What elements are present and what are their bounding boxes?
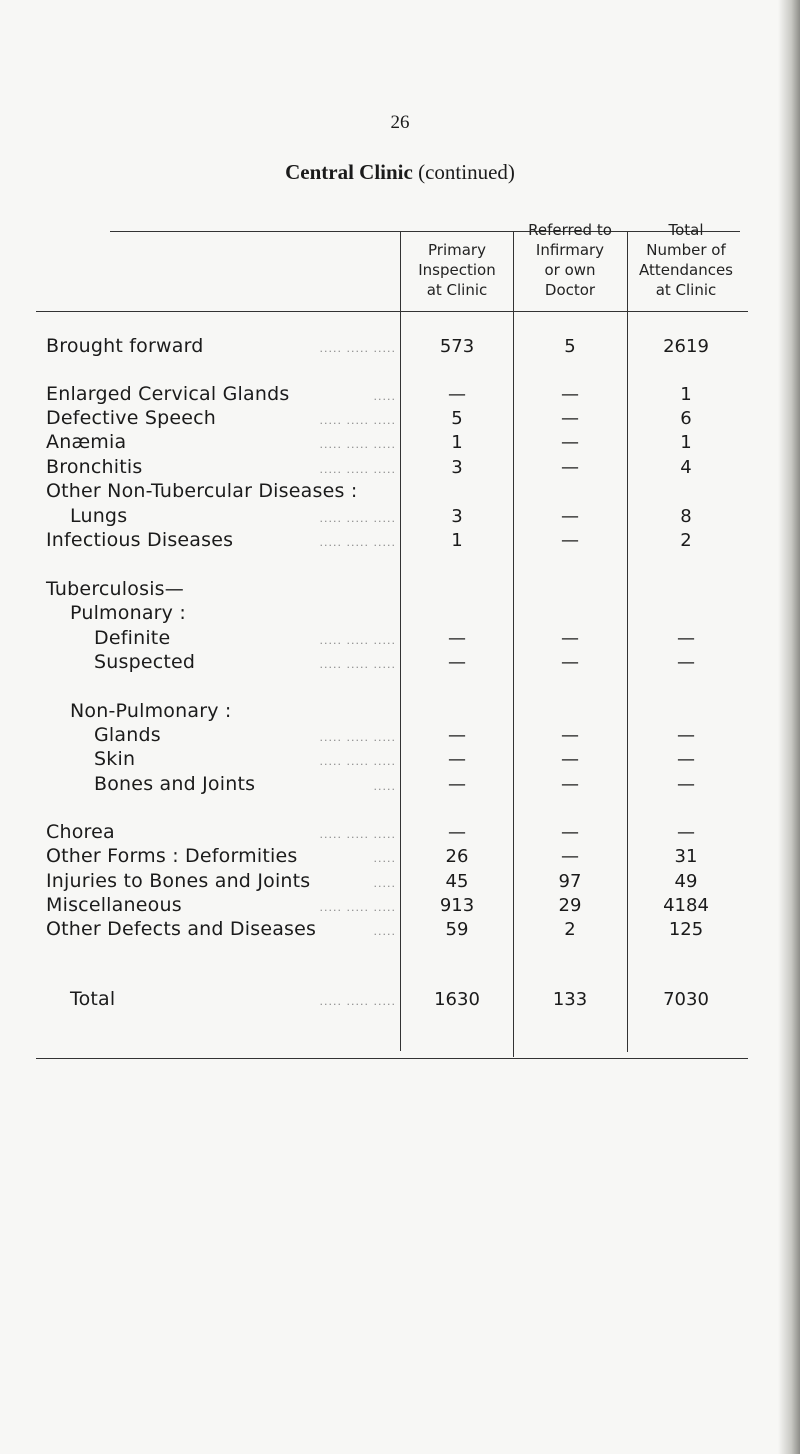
cell-text: — <box>677 628 695 649</box>
leader-dots: ..... ..... ..... <box>319 731 396 744</box>
cell-text: 7030 <box>663 989 709 1010</box>
title-qualifier: (continued) <box>418 160 515 184</box>
leader-dots: ..... <box>373 925 396 938</box>
row-value-col-3 <box>636 774 736 795</box>
row-value-col-1 <box>407 506 507 527</box>
row-value-col-1 <box>407 384 507 405</box>
leader-dots: ..... ..... ..... <box>319 414 396 427</box>
table-bottom-rule <box>36 1058 748 1059</box>
cell-text: — <box>448 628 466 649</box>
row-value-col-1 <box>407 432 507 453</box>
cell-text: — <box>561 774 579 795</box>
leader-dots: ..... ..... ..... <box>319 536 396 549</box>
leader-dots: ..... ..... ..... <box>319 901 396 914</box>
leader-dots: ..... ..... ..... <box>319 438 396 451</box>
row-value-col-1 <box>407 871 507 892</box>
row-label: Total <box>70 988 116 1010</box>
cell-text: 59 <box>445 919 469 940</box>
column-header-line: Doctor <box>544 281 596 299</box>
cell-text: 4 <box>680 457 692 478</box>
column-header-line: Attendances <box>638 261 733 279</box>
cell-text: — <box>561 530 579 551</box>
cell-text: 29 <box>558 895 582 916</box>
row-value-col-3 <box>636 846 736 867</box>
cell-text: — <box>561 457 579 478</box>
row-value-col-1 <box>407 408 507 429</box>
column-header-line: at Clinic <box>426 281 488 299</box>
row-value-col-2 <box>520 506 620 527</box>
cell-text: — <box>677 652 695 673</box>
column-header-line: Primary <box>428 241 486 259</box>
column-header-line: Total <box>668 221 704 239</box>
row-value-col-2 <box>520 895 620 916</box>
row-value-col-3 <box>636 384 736 405</box>
row-value-col-2 <box>520 846 620 867</box>
row-value-col-3 <box>636 871 736 892</box>
row-value-col-3 <box>636 652 736 673</box>
row-label: Miscellaneous <box>46 894 182 916</box>
row-value-col-2 <box>520 725 620 746</box>
cell-text: — <box>561 725 579 746</box>
row-value-col-2 <box>520 384 620 405</box>
row-value-col-1 <box>407 628 507 649</box>
row-label: Skin <box>94 748 136 770</box>
row-value-col-3 <box>636 895 736 916</box>
cell-text: — <box>561 822 579 843</box>
column-header-2 <box>510 220 630 300</box>
row-value-col-3 <box>636 725 736 746</box>
cell-text: — <box>561 846 579 867</box>
page-title <box>0 160 800 185</box>
row-value-col-1 <box>407 919 507 940</box>
row-value-col-3 <box>636 628 736 649</box>
header-bottom-rule <box>36 311 748 312</box>
cell-text: 573 <box>439 336 475 357</box>
cell-text: 1 <box>680 384 692 405</box>
cell-text: 913 <box>439 895 475 916</box>
column-header-3 <box>626 220 746 300</box>
row-value-col-2 <box>520 408 620 429</box>
column-header-line: at Clinic <box>655 281 717 299</box>
row-label: Other Non-Tubercular Diseases : <box>46 480 358 502</box>
column-header-line: Infirmary <box>535 241 605 259</box>
cell-text: — <box>561 749 579 770</box>
row-value-col-2 <box>520 919 620 940</box>
cell-text: — <box>561 506 579 527</box>
row-value-col-3 <box>636 432 736 453</box>
row-label: Non-Pulmonary : <box>70 700 232 722</box>
cell-text: 45 <box>445 871 469 892</box>
row-label: Anæmia <box>46 431 127 453</box>
leader-dots: ..... ..... ..... <box>319 463 396 476</box>
row-value-col-3 <box>636 506 736 527</box>
column-header-line: or own <box>544 261 596 279</box>
cell-text: — <box>561 408 579 429</box>
row-value-col-3 <box>636 989 736 1010</box>
row-value-col-3 <box>636 822 736 843</box>
leader-dots: ..... ..... ..... <box>319 658 396 671</box>
row-value-col-1 <box>407 725 507 746</box>
row-label: Suspected <box>94 651 196 673</box>
cell-text: 2 <box>564 919 576 940</box>
row-value-col-3 <box>636 749 736 770</box>
row-label: Bones and Joints <box>94 773 256 795</box>
cell-text: 125 <box>668 919 704 940</box>
leader-dots: ..... <box>373 390 396 403</box>
cell-text: — <box>561 432 579 453</box>
row-value-col-1 <box>407 989 507 1010</box>
row-label: Brought forward <box>46 335 204 357</box>
cell-text: — <box>448 749 466 770</box>
cell-text: 31 <box>674 846 698 867</box>
row-value-col-2 <box>520 652 620 673</box>
row-value-col-2 <box>520 989 620 1010</box>
cell-text: 49 <box>674 871 698 892</box>
row-label: Defective Speech <box>46 407 217 429</box>
cell-text: 3 <box>451 506 463 527</box>
row-label: Infectious Diseases <box>46 529 234 551</box>
row-label: Chorea <box>46 821 115 843</box>
row-value-col-3 <box>636 336 736 357</box>
cell-text: — <box>677 822 695 843</box>
row-value-col-2 <box>520 628 620 649</box>
row-label: Glands <box>94 724 161 746</box>
row-value-col-1 <box>407 846 507 867</box>
leader-dots: ..... ..... ..... <box>319 634 396 647</box>
row-value-col-3 <box>636 457 736 478</box>
cell-text: 1 <box>451 530 463 551</box>
row-value-col-2 <box>520 336 620 357</box>
leader-dots: ..... ..... ..... <box>319 342 396 355</box>
row-value-col-1 <box>407 749 507 770</box>
row-value-col-3 <box>636 530 736 551</box>
row-value-col-1 <box>407 652 507 673</box>
cell-text: 5 <box>451 408 463 429</box>
row-value-col-1 <box>407 774 507 795</box>
cell-text: — <box>448 384 466 405</box>
cell-text: 3 <box>451 457 463 478</box>
cell-text: 2 <box>680 530 692 551</box>
row-value-col-2 <box>520 457 620 478</box>
row-label: Injuries to Bones and Joints <box>46 870 311 892</box>
cell-text: — <box>448 652 466 673</box>
cell-text: 6 <box>680 408 692 429</box>
row-value-col-1 <box>407 336 507 357</box>
row-label: Bronchitis <box>46 456 143 478</box>
row-value-col-2 <box>520 774 620 795</box>
cell-text: 26 <box>445 846 469 867</box>
page-edge-shadow <box>778 0 800 1454</box>
title-main: Central Clinic <box>285 160 413 184</box>
cell-text: — <box>677 749 695 770</box>
cell-text: — <box>677 774 695 795</box>
cell-text: 97 <box>558 871 582 892</box>
row-label: Other Forms : Deformities <box>46 845 298 867</box>
column-divider-1 <box>400 231 401 1051</box>
row-label: Lungs <box>70 505 128 527</box>
cell-text: 1 <box>680 432 692 453</box>
cell-text: 5 <box>564 336 576 357</box>
cell-text: — <box>677 725 695 746</box>
column-divider-2 <box>513 231 514 1057</box>
row-value-col-3 <box>636 408 736 429</box>
leader-dots: ..... ..... ..... <box>319 995 396 1008</box>
cell-text: — <box>448 725 466 746</box>
cell-text: 133 <box>552 989 588 1010</box>
column-divider-3 <box>627 231 628 1052</box>
page-number: 26 <box>390 112 410 133</box>
row-label: Definite <box>94 627 171 649</box>
cell-text: — <box>561 628 579 649</box>
column-header-1 <box>397 240 517 300</box>
cell-text: 1630 <box>434 989 480 1010</box>
cell-text: — <box>448 774 466 795</box>
row-value-col-1 <box>407 822 507 843</box>
row-value-col-3 <box>636 919 736 940</box>
row-value-col-1 <box>407 530 507 551</box>
row-value-col-2 <box>520 530 620 551</box>
row-value-col-2 <box>520 871 620 892</box>
row-label: Tuberculosis— <box>46 578 184 600</box>
row-value-col-1 <box>407 895 507 916</box>
column-header-line: Inspection <box>418 261 496 279</box>
leader-dots: ..... <box>373 877 396 890</box>
row-value-col-2 <box>520 749 620 770</box>
row-label: Enlarged Cervical Glands <box>46 383 290 405</box>
cell-text: — <box>448 822 466 843</box>
row-label: Other Defects and Diseases <box>46 918 317 940</box>
column-header-line: Number of <box>646 241 726 259</box>
row-label: Pulmonary : <box>70 602 186 624</box>
leader-dots: ..... ..... ..... <box>319 512 396 525</box>
leader-dots: ..... <box>373 780 396 793</box>
row-value-col-1 <box>407 457 507 478</box>
row-value-col-2 <box>520 822 620 843</box>
cell-text: 1 <box>451 432 463 453</box>
cell-text: — <box>561 384 579 405</box>
row-value-col-2 <box>520 432 620 453</box>
leader-dots: ..... <box>373 852 396 865</box>
cell-text: — <box>561 652 579 673</box>
leader-dots: ..... ..... ..... <box>319 755 396 768</box>
cell-text: 2619 <box>663 336 709 357</box>
cell-text: 8 <box>680 506 692 527</box>
cell-text: 4184 <box>663 895 709 916</box>
leader-dots: ..... ..... ..... <box>319 828 396 841</box>
column-header-line: Referred to <box>528 221 612 239</box>
